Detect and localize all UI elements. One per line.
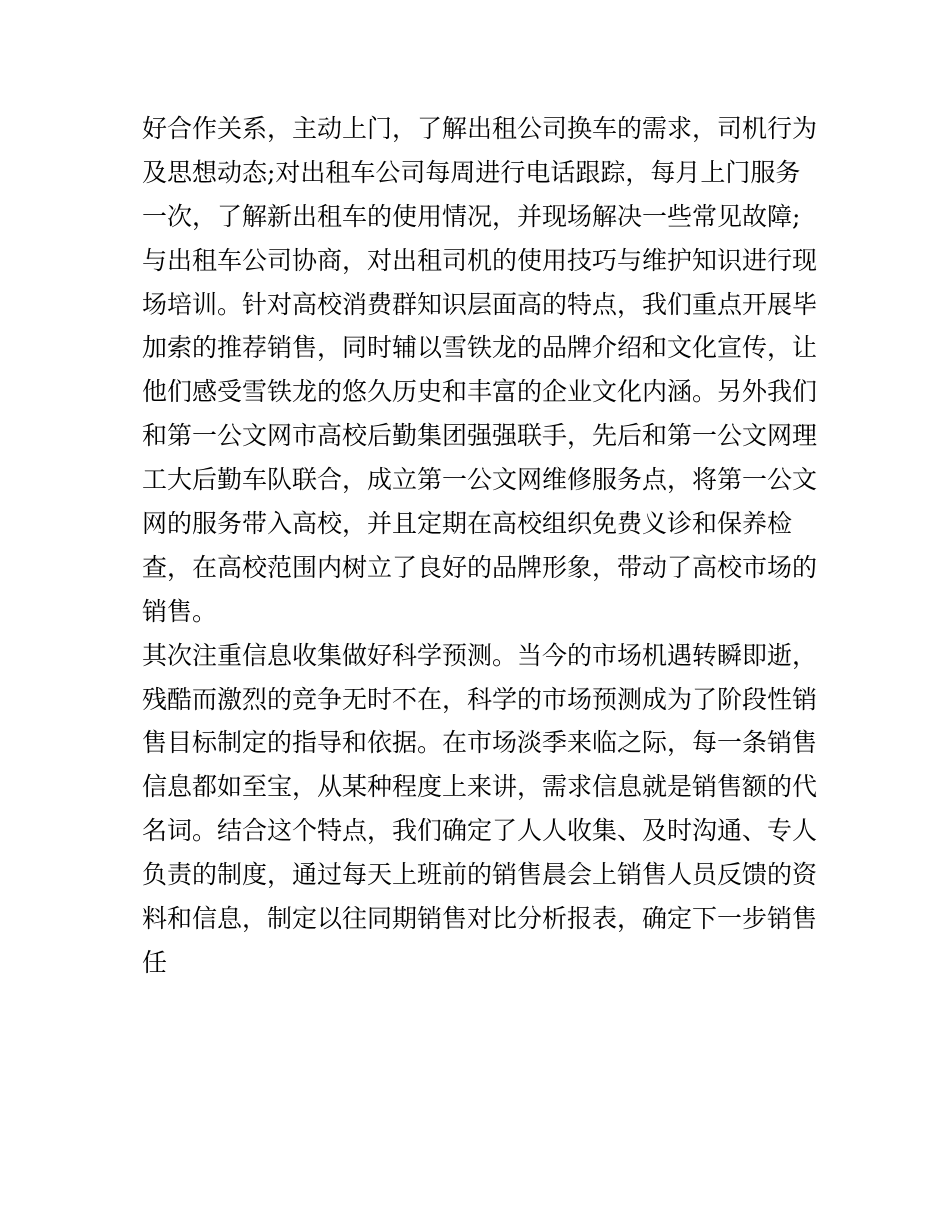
text-line: 查，在高校范围内树立了良好的品牌形象，带动了高校市场的 xyxy=(142,552,818,582)
text-line: 和第一公文网市高校后勤集团强强联手，先后和第一公文网理 xyxy=(142,421,818,451)
text-line: 任 xyxy=(142,947,168,977)
text-line: 销售。 xyxy=(142,596,218,626)
text-line: 名词。结合这个特点，我们确定了人人收集、及时沟通、专人 xyxy=(142,816,818,846)
text-line: 场培训。针对高校消费群知识层面高的特点，我们重点开展毕 xyxy=(142,289,818,319)
text-line: 信息都如至宝，从某种程度上来讲，需求信息就是销售额的代 xyxy=(142,772,818,802)
text-line: 工大后勤车队联合，成立第一公文网维修服务点，将第一公文 xyxy=(142,465,818,495)
text-line: 负责的制度，通过每天上班前的销售晨会上销售人员反馈的资 xyxy=(142,860,818,890)
text-line: 网的服务带入高校，并且定期在高校组织免费义诊和保养检 xyxy=(142,509,793,539)
text-line: 及思想动态;对出租车公司每周进行电话跟踪，每月上门服务 xyxy=(142,157,801,187)
text-line: 售目标制定的指导和依据。在市场淡季来临之际，每一条销售 xyxy=(142,728,818,758)
text-line: 他们感受雪铁龙的悠久历史和丰富的企业文化内涵。另外我们 xyxy=(142,377,818,407)
text-line: 残酷而激烈的竞争无时不在，科学的市场预测成为了阶段性销 xyxy=(142,684,818,714)
document-body-text xyxy=(142,107,822,985)
text-line: 一次，了解新出租车的使用情况，并现场解决一些常见故障; xyxy=(142,201,801,231)
text-line: 与出租车公司协商，对出租司机的使用技巧与维护知识进行现 xyxy=(142,245,818,275)
text-line: 其次注重信息收集做好科学预测。当今的市场机遇转瞬即逝， xyxy=(142,640,818,670)
text-line: 料和信息，制定以往同期销售对比分析报表，确定下一步销售 xyxy=(142,904,818,934)
text-line: 好合作关系，主动上门，了解出租公司换车的需求，司机行为 xyxy=(142,114,818,143)
text-line: 加索的推荐销售，同时辅以雪铁龙的品牌介绍和文化宣传，让 xyxy=(142,333,818,363)
